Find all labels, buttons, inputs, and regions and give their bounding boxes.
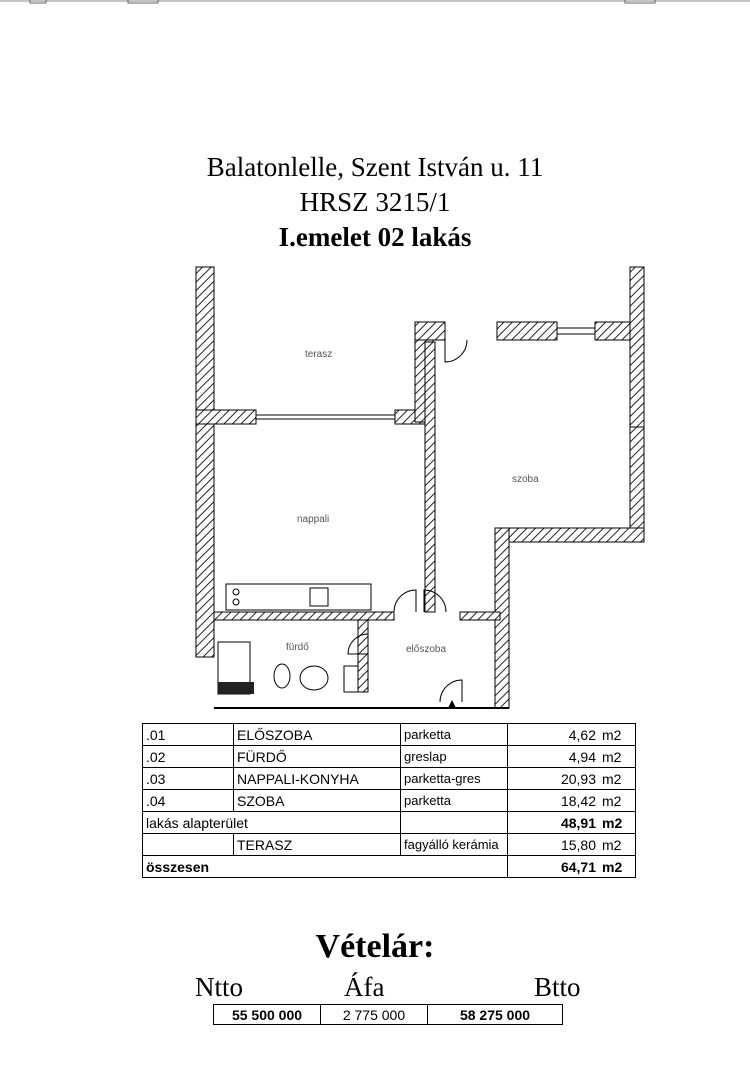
label-living: nappali (297, 514, 330, 525)
label-room: szoba (512, 474, 539, 485)
label-terrace: terasz (305, 349, 333, 360)
vat-price: 2 775 000 (321, 1005, 428, 1025)
address-line: Balatonlelle, Szent István u. 11 (206, 152, 544, 182)
floor-plan (190, 262, 650, 724)
table-row: .04 SZOBA parketta 18,42 m2 (143, 790, 636, 812)
net-label: Ntto (195, 972, 244, 1002)
total-row: összesen 64,71 m2 (143, 856, 636, 878)
net-price: 55 500 000 (214, 1005, 321, 1025)
price-title: Vételár: (315, 928, 435, 965)
gross-price: 58 275 000 (428, 1005, 563, 1025)
vat-label: Áfa (344, 972, 385, 1002)
table-row: .03 NAPPALI-KONYHA parketta-gres 20,93 m2 (143, 768, 636, 790)
terrace-row: TERASZ fagyálló kerámia 15,80 m2 (143, 834, 636, 856)
subtotal-row: lakás alapterület 48,91 m2 (143, 812, 636, 834)
price-row (214, 1005, 563, 1025)
room-table (142, 723, 636, 878)
top-edge-line (0, 0, 750, 6)
price-table (213, 1004, 563, 1025)
walls (196, 267, 644, 708)
table-row: .01 ELŐSZOBA parketta 4,62 m2 (143, 724, 636, 746)
gross-label: Btto (534, 972, 581, 1002)
table-row: .02 FÜRDŐ greslap 4,94 m2 (143, 746, 636, 768)
label-hall: előszoba (406, 644, 447, 655)
label-bath: fürdő (286, 642, 309, 653)
hrsz-line: HRSZ 3215/1 (299, 187, 451, 217)
unit-title: I.emelet 02 lakás (278, 222, 472, 252)
